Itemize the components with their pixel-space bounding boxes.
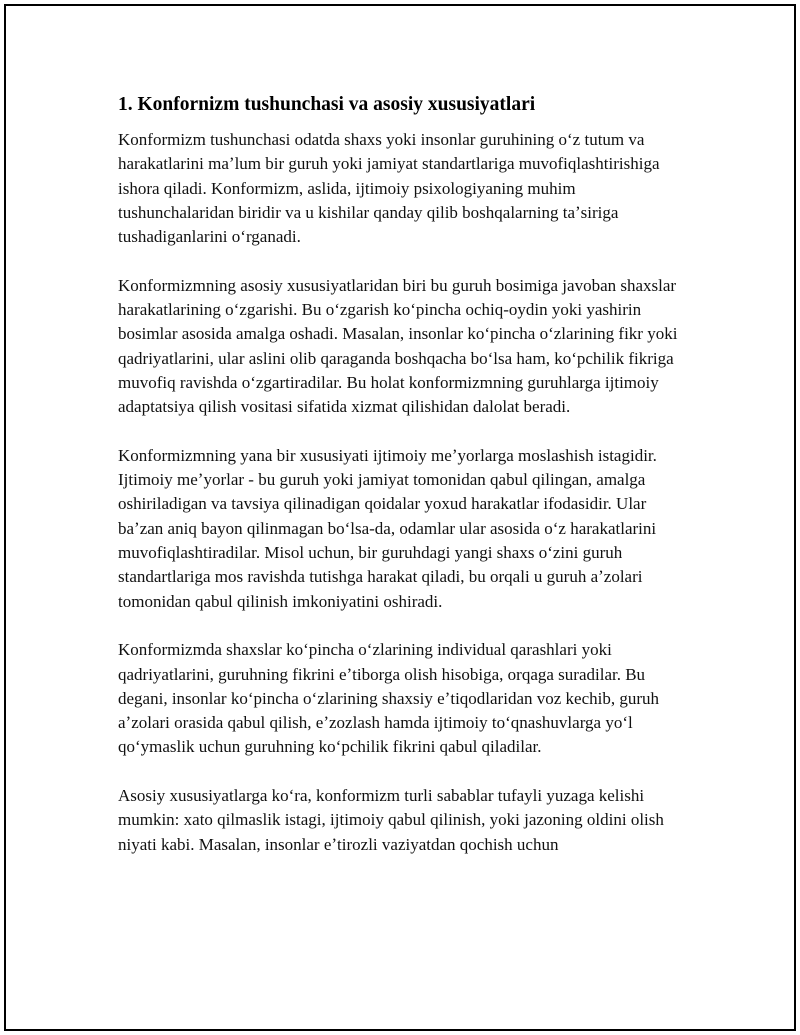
paragraph-3: Konformizmning yana bir xususiyati ijtimoiy meʼyorlarga moslashish istagidir. Ijtimoiy meʼyorlar - bu guruh yoki jamiyat tomonidan qabul qilingan, amalga oshiriladigan va tavsiya qilinadigan qoidalar yoxud harakatlar ifodasidir. Ular baʼzan aniq bayon qilinmagan boʻlsa-da, odamlar ular asosida oʻz harakatlarini muvofiqlashtiradilar. Misol uchun, bir guruhdagi yangi shaxs oʻzini guruh standartlariga mos ravishda tutishga harakat qiladi, bu orqali u guruh aʼzolari tomonidan qabul qilinish imkoniyatini oshiradi. xyxy=(118,445,657,611)
paragraph-5: Asosiy xususiyatlarga koʻra, konformizm turli sabablar tufayli yuzaga kelishi mumkin: xato qilmaslik istagi, ijtimoiy qabul qilinish, yoki jazoning oldini olish niyati kabi. Masalan, insonlar eʼtirozli vaziyatdan qochish uchun xyxy=(118,786,664,854)
paragraph-4: Konformizmda shaxslar koʻpincha oʻzlarining individual qarashlari yoki qadriyatlarini, guruhning fikrini eʼtiborga olish hisobiga, orqaga suradilar. Bu degani, insonlar koʻpincha oʻzlarining shaxsiy eʼtiqodlaridan voz kechib, guruh aʼzolari orasida qabul qilish, eʼzozlash hamda ijtimoiy toʻqnashuvlarga yoʻl qoʻymaslik uchun guruhning koʻpchilik fikrini qabul qiladilar. xyxy=(118,640,660,757)
paragraph-1: Konformizm tushunchasi odatda shaxs yoki insonlar guruhining oʻz tutum va harakatlarini maʼlum bir guruh yoki jamiyat standartlariga muvofiqlashtirishiga ishora qiladi. Konformizm, aslida, ijtimoiy psixologiyaning muhim tushunchalaridan biridir va u kishilar qanday qilib boshqalarning taʼsiriga tushadiganlarini oʻrganadi. xyxy=(118,130,660,247)
section-heading: 1. Konfornizm tushunchasi va asosiy xususiyatlari xyxy=(118,94,536,115)
document-body xyxy=(118,92,693,881)
paragraph-2: Konformizmning asosiy xususiyatlaridan biri bu guruh bosimiga javoban shaxslar harakatlarining oʻzgarishi. Bu oʻzgarish koʻpincha ochiq-oydin yoki yashirin bosimlar asosida amalga oshadi. Masalan, insonlar koʻpincha oʻzlarining fikr yoki qadriyatlarini, ular aslini olib qaraganda boshqacha boʻlsa ham, koʻpchilik fikriga muvofiq ravishda oʻzgartiradilar. Bu holat konformizmning guruhlarga ijtimoiy adaptatsiya qilish vositasi sifatida xizmat qilishidan dalolat beradi. xyxy=(118,275,678,417)
